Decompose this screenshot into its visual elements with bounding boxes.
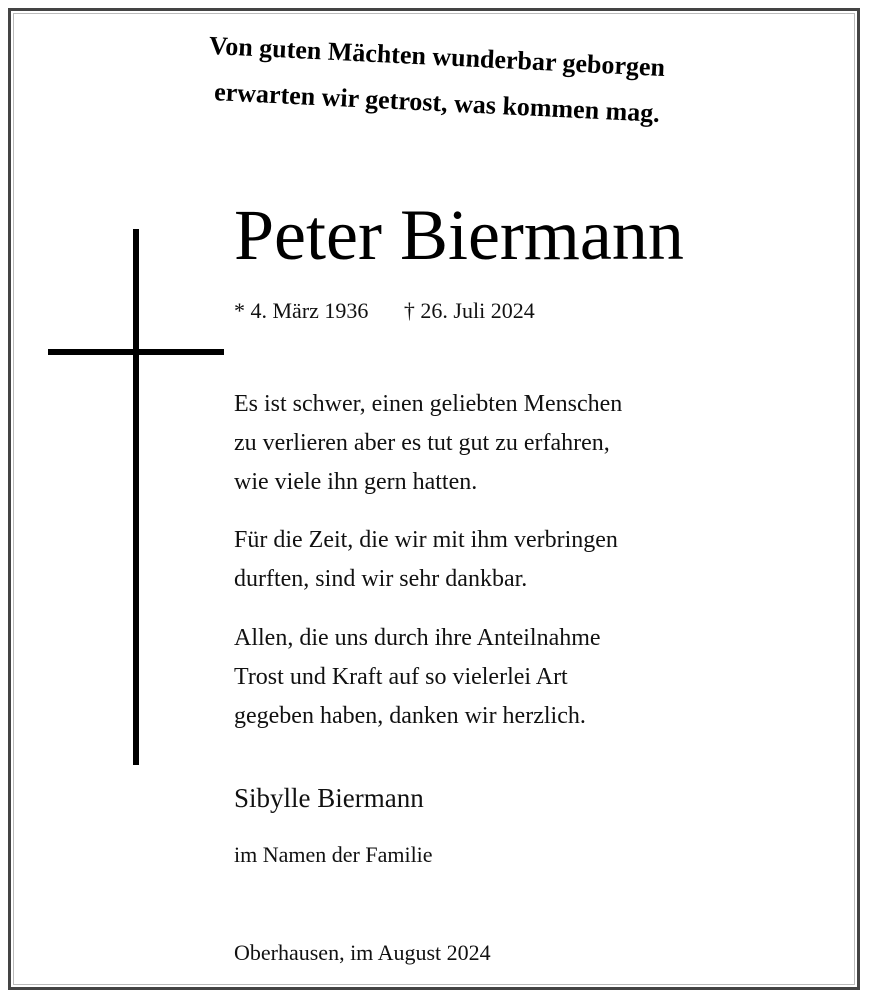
paragraph-1 [234,385,794,502]
motto-line-1: Von guten Mächten wunderbar geborgen [208,30,666,83]
death-date: † 26. Juli 2024 [403,298,535,323]
paragraph-line: Für die Zeit, die wir mit ihm verbringen [234,527,618,553]
motto-line-2: erwarten wir getrost, was kommen mag. [213,77,661,128]
paragraph-line: Trost und Kraft auf so vielerlei Art [234,664,568,690]
birth-date: * 4. März 1936 [234,298,369,323]
deceased-name: Peter Biermann [234,195,684,275]
life-dates [234,298,535,324]
paragraph-line: wie viele ihn gern hatten. [234,469,478,495]
cross-icon-vertical [133,229,139,765]
paragraph-3 [234,619,794,736]
paragraph-line: zu verlieren aber es tut gut zu erfahren, [234,430,610,456]
paragraph-line: durften, sind wir sehr dankbar. [234,566,528,592]
signer-name: Sibylle Biermann [234,783,424,813]
paragraph-2 [234,521,794,599]
paragraph-line: Es ist schwer, einen geliebten Menschen [234,391,623,417]
paragraph-line: Allen, die uns durch ihre Anteilnahme [234,625,601,651]
paragraph-line: gegeben haben, danken wir herzlich. [234,703,586,729]
cross-icon-horizontal [48,349,224,355]
place-and-date: Oberhausen, im August 2024 [234,940,491,965]
signer-subtitle: im Namen der Familie [234,842,433,867]
